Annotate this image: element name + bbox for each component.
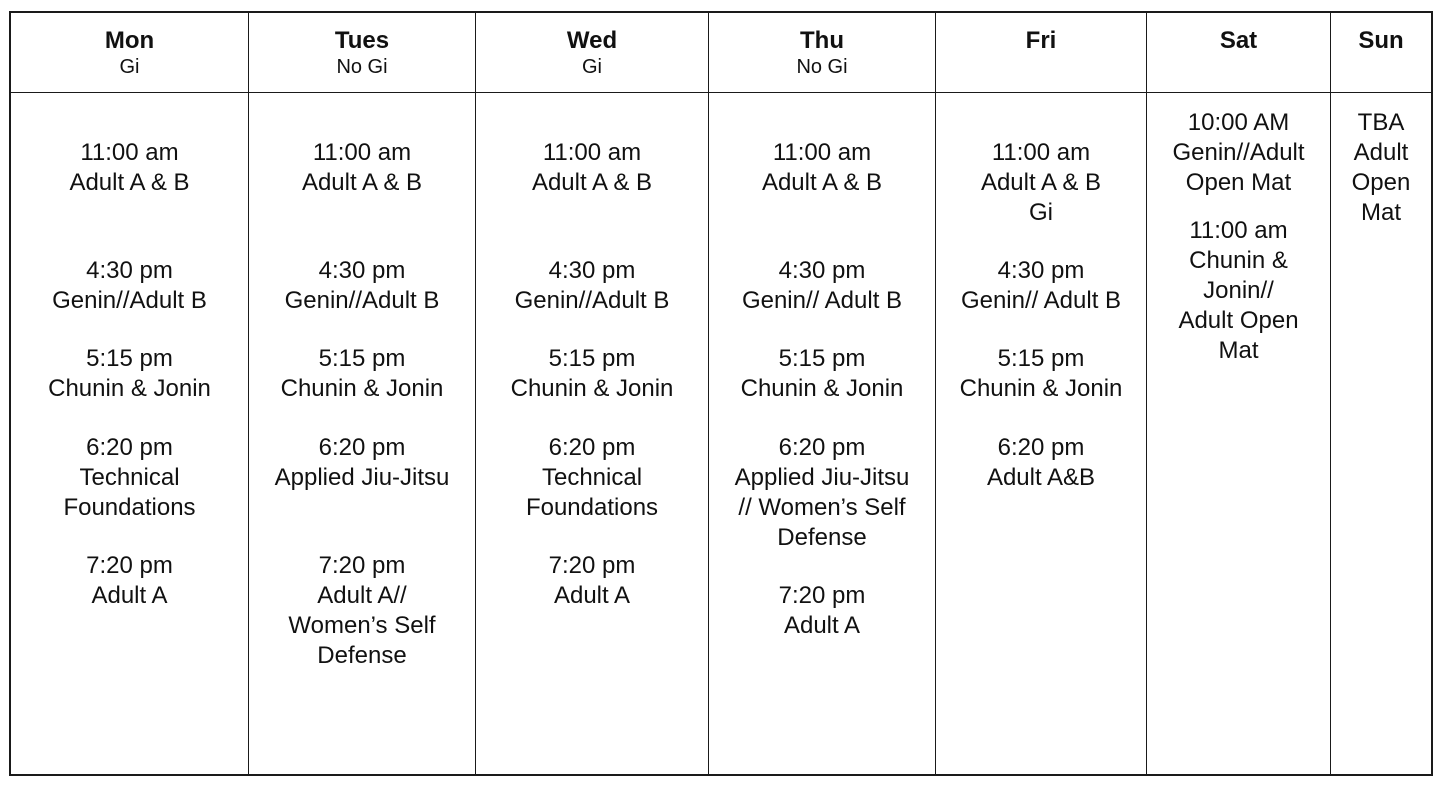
day-header bbox=[249, 13, 475, 93]
day-name: Sun bbox=[1358, 27, 1404, 54]
class-time: 11:00 am bbox=[772, 139, 872, 166]
class-name: Chunin & Jonin bbox=[280, 375, 444, 402]
day-name: Fri bbox=[1025, 27, 1057, 54]
class-name: Genin//Adult Open Mat bbox=[1172, 139, 1305, 196]
class-slot bbox=[1331, 108, 1431, 228]
day-classes bbox=[476, 93, 708, 774]
class-name: Adult A&B bbox=[986, 464, 1096, 491]
class-name: Adult Open Mat bbox=[1351, 139, 1411, 226]
class-slot bbox=[11, 344, 248, 404]
class-time: 11:00 am bbox=[312, 139, 412, 166]
day-name: Sat bbox=[1219, 27, 1258, 54]
class-slot bbox=[476, 433, 708, 523]
class-time: 5:15 pm bbox=[778, 345, 866, 372]
class-name: Adult A bbox=[553, 582, 631, 609]
class-name: Adult A & B Gi bbox=[980, 169, 1102, 226]
class-name: Adult A & B bbox=[761, 169, 883, 196]
class-time: 4:30 pm bbox=[997, 257, 1085, 284]
class-time: 4:30 pm bbox=[86, 257, 173, 284]
class-slot bbox=[709, 433, 935, 553]
class-name: Chunin & Jonin// Adult Open Mat bbox=[1178, 247, 1299, 364]
class-slot bbox=[249, 433, 475, 493]
class-slot bbox=[249, 138, 475, 198]
class-name: Adult A bbox=[783, 612, 861, 639]
class-time: 5:15 pm bbox=[548, 345, 636, 372]
class-time: 6:20 pm bbox=[997, 434, 1085, 461]
class-name: Genin// Adult B bbox=[960, 287, 1122, 314]
class-time: 11:00 am bbox=[542, 139, 642, 166]
class-time: 4:30 pm bbox=[778, 257, 866, 284]
class-name: Genin// Adult B bbox=[741, 287, 903, 314]
day-uniform: No Gi bbox=[796, 56, 848, 78]
class-slot bbox=[1147, 108, 1330, 198]
day-uniform: Gi bbox=[582, 56, 602, 78]
day-classes bbox=[1147, 93, 1330, 774]
class-name: Chunin & Jonin bbox=[959, 375, 1123, 402]
day-classes bbox=[936, 93, 1146, 774]
day-classes bbox=[1331, 93, 1431, 774]
class-slot bbox=[476, 551, 708, 611]
day-header bbox=[709, 13, 935, 93]
class-time: 7:20 pm bbox=[548, 552, 636, 579]
day-name: Mon bbox=[104, 27, 155, 54]
class-time: 4:30 pm bbox=[318, 257, 406, 284]
class-slot bbox=[936, 138, 1146, 228]
day-header bbox=[1331, 13, 1431, 93]
class-slot bbox=[249, 344, 475, 404]
class-slot bbox=[936, 433, 1146, 493]
class-slot bbox=[709, 256, 935, 316]
class-time: 6:20 pm bbox=[778, 434, 866, 461]
day-uniform: No Gi bbox=[336, 56, 388, 78]
day-column-sat bbox=[1147, 13, 1331, 774]
class-name: Chunin & Jonin bbox=[48, 375, 211, 402]
day-name: Tues bbox=[334, 27, 390, 54]
day-header bbox=[11, 13, 248, 93]
class-slot bbox=[936, 344, 1146, 404]
day-column-tues bbox=[249, 13, 476, 774]
class-slot bbox=[1147, 216, 1330, 366]
class-name: Technical Foundations bbox=[63, 464, 196, 521]
class-slot bbox=[936, 256, 1146, 316]
day-column-wed bbox=[476, 13, 709, 774]
class-time: 4:30 pm bbox=[548, 257, 636, 284]
class-schedule-table bbox=[9, 11, 1433, 776]
class-name: Chunin & Jonin bbox=[740, 375, 904, 402]
class-name: Applied Jiu-Jitsu bbox=[274, 464, 450, 491]
day-uniform: Gi bbox=[119, 56, 140, 78]
class-name: Technical Foundations bbox=[525, 464, 659, 521]
class-slot bbox=[11, 138, 248, 198]
day-column-fri bbox=[936, 13, 1147, 774]
day-header bbox=[476, 13, 708, 93]
class-slot bbox=[11, 433, 248, 523]
class-name: Adult A// Women’s Self Defense bbox=[288, 582, 436, 669]
class-name: Adult A & B bbox=[69, 169, 190, 196]
day-name: Wed bbox=[566, 27, 618, 54]
class-slot bbox=[249, 551, 475, 671]
class-name: Adult A bbox=[91, 582, 168, 609]
day-name: Thu bbox=[800, 27, 844, 54]
class-time: 5:15 pm bbox=[86, 345, 173, 372]
day-column-mon bbox=[11, 13, 249, 774]
day-classes bbox=[709, 93, 935, 774]
class-time: 6:20 pm bbox=[86, 434, 173, 461]
class-name: Adult A & B bbox=[301, 169, 423, 196]
class-time: 7:20 pm bbox=[778, 582, 866, 609]
day-column-thu bbox=[709, 13, 936, 774]
class-slot bbox=[11, 551, 248, 611]
class-time: TBA bbox=[1357, 109, 1405, 136]
class-name: Genin//Adult B bbox=[514, 287, 670, 314]
class-name: Chunin & Jonin bbox=[510, 375, 674, 402]
class-slot bbox=[709, 138, 935, 198]
class-slot bbox=[249, 256, 475, 316]
class-time: 11:00 am bbox=[1189, 217, 1288, 244]
day-classes bbox=[11, 93, 248, 774]
class-name: Adult A & B bbox=[531, 169, 653, 196]
class-time: 11:00 am bbox=[991, 139, 1091, 166]
day-header bbox=[1147, 13, 1330, 93]
class-time: 6:20 pm bbox=[548, 434, 636, 461]
class-time: 5:15 pm bbox=[997, 345, 1085, 372]
class-slot bbox=[709, 581, 935, 641]
class-slot bbox=[709, 344, 935, 404]
class-time: 7:20 pm bbox=[318, 552, 406, 579]
class-slot bbox=[476, 256, 708, 316]
class-time: 7:20 pm bbox=[86, 552, 173, 579]
class-name: Genin//Adult B bbox=[284, 287, 440, 314]
day-header bbox=[936, 13, 1146, 93]
class-time: 11:00 am bbox=[80, 139, 179, 166]
class-time: 5:15 pm bbox=[318, 345, 406, 372]
class-slot bbox=[476, 344, 708, 404]
class-name: Applied Jiu-Jitsu // Women’s Self Defense bbox=[734, 464, 910, 551]
class-name: Genin//Adult B bbox=[52, 287, 207, 314]
class-time: 6:20 pm bbox=[318, 434, 406, 461]
day-column-sun bbox=[1331, 13, 1431, 774]
class-slot bbox=[476, 138, 708, 198]
class-time: 10:00 AM bbox=[1187, 109, 1290, 136]
class-slot bbox=[11, 256, 248, 316]
day-classes bbox=[249, 93, 475, 774]
